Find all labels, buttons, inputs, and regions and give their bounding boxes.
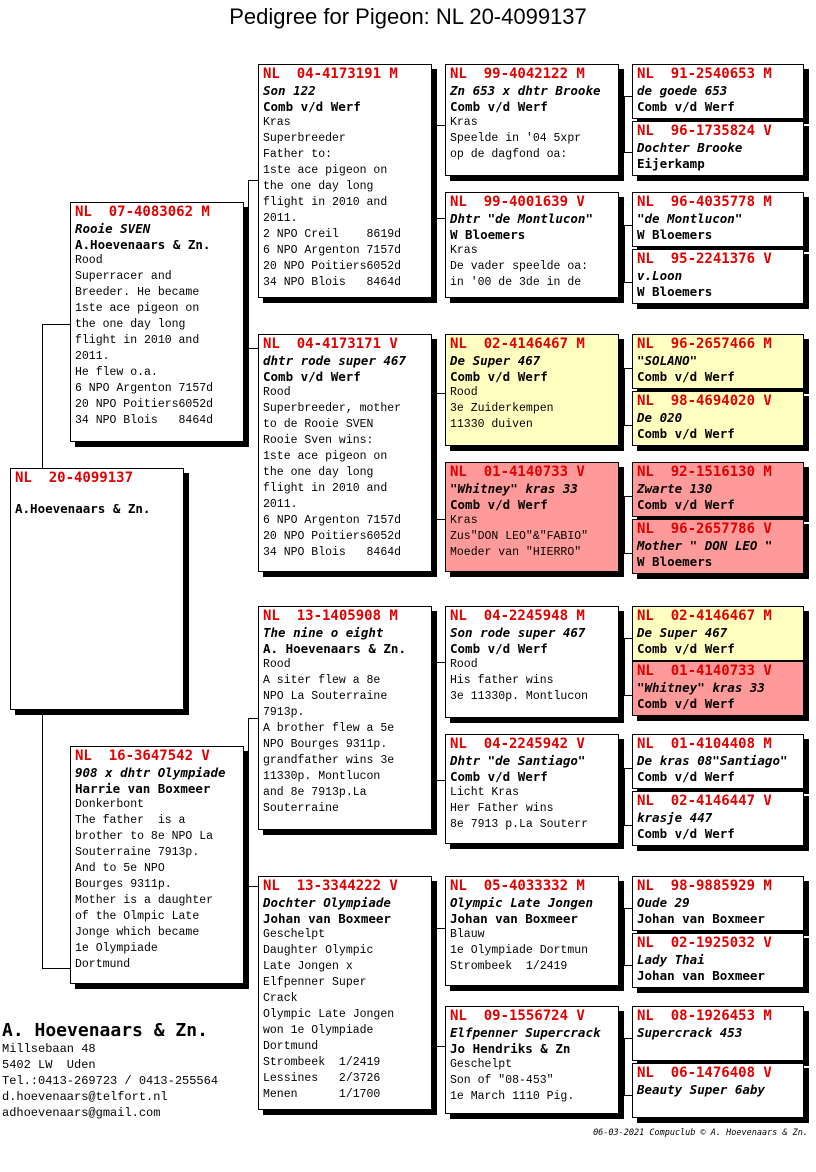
note-line: Father to: [263, 148, 333, 161]
note-line: in '00 de 3de in de [450, 276, 582, 289]
sire-sire-card[interactable] [258, 64, 432, 298]
owner: W Bloemers [637, 284, 713, 299]
note-line: and 8e 7913p.La [263, 786, 367, 799]
pigeon-name: De Super 467 [450, 353, 541, 368]
note-line: Breeder. He became [75, 286, 200, 299]
note-line: Rood [450, 658, 478, 671]
note-line: Speelde in '04 5xpr [450, 132, 582, 145]
note-line: He flew o.a. [75, 366, 158, 379]
pigeon-name: De 020 [637, 410, 683, 425]
breeder-phone: Tel.:0413-269723 / 0413-255564 [2, 1074, 219, 1088]
note-line: 1e March 1110 Pig. [450, 1090, 575, 1103]
g4-card-3[interactable] [632, 192, 804, 247]
note-line: 11330 duiven [450, 418, 533, 431]
note-line: 34 NPO Blois 8464d [75, 414, 214, 427]
owner: Comb v/d Werf [450, 369, 548, 384]
owner: A.Hoevenaars & Zn. [15, 501, 151, 516]
ring-number: NL 92-1516130 M [637, 464, 772, 480]
pigeon-name: Rooie SVEN [75, 221, 151, 236]
note-line: Rood [450, 386, 478, 399]
subject-card[interactable] [10, 468, 184, 710]
pigeon-name: krasje 447 [637, 810, 713, 825]
pigeon-name: v.Loon [637, 268, 683, 283]
note-line: Mother is a daughter [75, 894, 214, 907]
note-line: Strombeek 1/2419 [263, 1056, 381, 1069]
pigeon-name: Dhtr "de Santiago" [450, 753, 586, 768]
note-line: Geschelpt [450, 1058, 513, 1071]
g4-card-12[interactable] [632, 791, 804, 846]
note-line: Menen 1/1700 [263, 1088, 381, 1101]
ring-number: NL 01-4140733 V [637, 663, 772, 679]
pigeon-name: Olympic Late Jongen [450, 895, 593, 910]
pigeon-name: Son 122 [263, 83, 316, 98]
ring-number: NL 98-9885929 M [637, 878, 772, 894]
page-title: Pedigree for Pigeon: NL 20-4099137 [229, 4, 587, 29]
note-line: Rood [263, 658, 291, 671]
note-line: flight in 2010 and [263, 196, 388, 209]
ring-number: NL 08-1926453 M [637, 1008, 772, 1024]
owner: W Bloemers [450, 227, 526, 242]
note-line: Strombeek 1/2419 [450, 960, 568, 973]
owner: Johan van Boxmeer [637, 968, 765, 983]
owner: Comb v/d Werf [637, 826, 735, 841]
owner: W Bloemers [637, 227, 713, 242]
g4-card-7[interactable] [632, 462, 804, 517]
note-line: 1e Olympiade Dortmun [450, 944, 589, 957]
ring-number: NL 02-4146447 V [637, 793, 772, 809]
owner: Harrie van Boxmeer [75, 781, 211, 796]
note-line: Daughter Olympic [263, 944, 374, 957]
note-line: of the Olmpic Late [75, 910, 200, 923]
note-line: won 1e Olympiade [263, 1024, 374, 1037]
dam-sire-card[interactable] [258, 606, 432, 830]
note-line: His father wins [450, 674, 554, 687]
owner: Comb v/d Werf [450, 641, 548, 656]
g4-card-16[interactable] [632, 1063, 804, 1118]
note-line: the one day long [75, 318, 186, 331]
note-line: Lessines 2/3726 [263, 1072, 381, 1085]
owner: Eijerkamp [637, 156, 705, 171]
note-line: 1ste ace pigeon on [75, 302, 200, 315]
dss-card[interactable] [445, 606, 619, 718]
ring-number: NL 96-2657466 M [637, 336, 772, 352]
pigeon-name: Supercrack 453 [637, 1025, 743, 1040]
owner: Comb v/d Werf [637, 497, 735, 512]
g4-card-4[interactable] [632, 249, 804, 304]
note-line: Souterraine 7913p. [75, 846, 200, 859]
pigeon-name: "SOLANO" [637, 353, 698, 368]
note-line: 34 NPO Blois 8464d [263, 276, 402, 289]
note-line: 20 NPO Poitiers6052d [263, 260, 402, 273]
pigeon-name: Elfpenner Supercrack [450, 1025, 601, 1040]
sss-card[interactable] [445, 64, 619, 176]
note-line: 1e Olympiade [75, 942, 158, 955]
note-line: flight in 2010 and [263, 482, 388, 495]
note-line: 2 NPO Creil 8619d [263, 228, 402, 241]
pigeon-name: "de Montlucon" [637, 211, 743, 226]
pigeon-name: Oude 29 [637, 895, 690, 910]
ring-number: NL 16-3647542 V [75, 748, 210, 764]
ring-number: NL 09-1556724 V [450, 1008, 585, 1024]
note-line: Her Father wins [450, 802, 554, 815]
breeder-info [2, 1020, 218, 1121]
ring-number: NL 04-4173171 V [263, 336, 398, 352]
g4-card-15[interactable] [632, 1006, 804, 1061]
owner: Comb v/d Werf [450, 497, 548, 512]
pigeon-name: Zn 653 x dhtr Brooke [450, 83, 601, 98]
note-line: Kras [450, 514, 478, 527]
note-line: 6 NPO Argenton 7157d [263, 514, 402, 527]
note-line: A siter flew a 8e [263, 674, 381, 687]
g4-card-1[interactable] [632, 64, 804, 119]
owner: Comb v/d Werf [450, 769, 548, 784]
note-line: brother to 8e NPO La [75, 830, 214, 843]
note-line: Olympic Late Jongen [263, 1008, 395, 1021]
g4-card-10[interactable] [632, 661, 804, 716]
ring-number: NL 05-4033332 M [450, 878, 585, 894]
breeder-name: A. Hoevenaars & Zn. [2, 1020, 208, 1041]
note-line: NPO Bourges 9311p. [263, 738, 388, 751]
note-line: Moeder van "HIERRO" [450, 546, 582, 559]
footer-credit: 06-03-2021 Compuclub © A. Hoevenaars & Zn. [593, 1128, 808, 1138]
ring-number: NL 06-1476408 V [637, 1065, 772, 1081]
pigeon-name: dhtr rode super 467 [263, 353, 406, 368]
note-line: Kras [450, 116, 478, 129]
ring-number: NL 13-3344222 V [263, 878, 398, 894]
note-line: Donkerbont [75, 798, 145, 811]
note-line: Jonge which became [75, 926, 200, 939]
note-line: to de Rooie SVEN [263, 418, 374, 431]
pigeon-name: De kras 08"Santiago" [637, 753, 788, 768]
note-line: Kras [263, 116, 291, 129]
pigeon-name: Beauty Super 6aby [637, 1082, 765, 1097]
g4-card-14[interactable] [632, 933, 804, 988]
ssd-card[interactable] [445, 192, 619, 298]
note-line: 2011. [263, 212, 298, 225]
note-line: 1ste ace pigeon on [263, 164, 388, 177]
note-line: A brother flew a 5e [263, 722, 395, 735]
owner: Comb v/d Werf [637, 641, 735, 656]
breeder-postcode: 5402 LW Uden [2, 1058, 96, 1072]
owner: Johan van Boxmeer [637, 911, 765, 926]
note-line: Geschelpt [263, 928, 326, 941]
note-line: 3e Zuiderkempen [450, 402, 554, 415]
pigeon-name: Dochter Olympiade [263, 895, 391, 910]
pigeon-name: Zwarte 130 [637, 481, 713, 496]
note-line: Blauw [450, 928, 485, 941]
note-line: 20 NPO Poitiers6052d [75, 398, 214, 411]
note-line: the one day long [263, 180, 374, 193]
note-line: Rooie Sven wins: [263, 434, 374, 447]
note-line: op de dagfond oa: [450, 148, 568, 161]
note-line: 20 NPO Poitiers6052d [263, 530, 402, 543]
note-line: flight in 2010 and [75, 334, 200, 347]
ring-number: NL 98-4694020 V [637, 393, 772, 409]
ddd-card[interactable] [445, 1006, 619, 1114]
g4-card-11[interactable] [632, 734, 804, 789]
note-line: Son of "08-453" [450, 1074, 554, 1087]
ring-number: NL 91-2540653 M [637, 66, 772, 82]
ring-number: NL 01-4140733 V [450, 464, 585, 480]
ring-number: NL 02-1925032 V [637, 935, 772, 951]
pigeon-name: Dhtr "de Montlucon" [450, 211, 593, 226]
pigeon-name: Mother " DON LEO " [637, 538, 773, 553]
g4-card-8[interactable] [632, 519, 804, 574]
note-line: 8e 7913 p.La Souterr [450, 818, 589, 831]
pigeon-name: Lady Thai [637, 952, 705, 967]
note-line: Dortmund [75, 958, 131, 971]
owner: Comb v/d Werf [263, 99, 361, 114]
dsd-card[interactable] [445, 734, 619, 844]
breeder-address: Millsebaan 48 [2, 1042, 96, 1056]
note-line: Zus"DON LEO"&"FABIO" [450, 530, 589, 543]
owner: Johan van Boxmeer [263, 911, 391, 926]
owner: W Bloemers [637, 554, 713, 569]
ring-number: NL 02-4146467 M [450, 336, 585, 352]
note-line: Crack [263, 992, 298, 1005]
note-line: 6 NPO Argenton 7157d [75, 382, 214, 395]
note-line: 2011. [263, 498, 298, 511]
owner: A.Hoevenaars & Zn. [75, 237, 211, 252]
dam-dam-card[interactable] [258, 876, 432, 1110]
g4-card-2[interactable] [632, 121, 804, 176]
breeder-email[interactable]: d.hoevenaars@telfort.nl [2, 1090, 168, 1104]
note-line: 11330p. Montlucon [263, 770, 381, 783]
note-line: grandfather wins 3e [263, 754, 395, 767]
ring-number: NL 99-4001639 V [450, 194, 585, 210]
note-line: Dortmund [263, 1040, 319, 1053]
pigeon-name: De Super 467 [637, 625, 728, 640]
note-line: Superbreeder [263, 132, 346, 145]
ring-number: NL 99-4042122 M [450, 66, 585, 82]
ring-number: NL 96-1735824 V [637, 123, 772, 139]
note-line: Superracer and [75, 270, 172, 283]
owner: Comb v/d Werf [637, 426, 735, 441]
sire-card[interactable] [70, 202, 244, 442]
ring-number: NL 02-4146467 M [637, 608, 772, 624]
pigeon-name: Son rode super 467 [450, 625, 586, 640]
owner: Comb v/d Werf [263, 369, 361, 384]
pigeon-name: de goede 653 [637, 83, 728, 98]
note-line: 3e 11330p. Montlucon [450, 690, 589, 703]
g4-card-6[interactable] [632, 391, 804, 446]
pigeon-name: "Whitney" kras 33 [450, 481, 578, 496]
owner: Jo Hendriks & Zn [450, 1041, 571, 1056]
sdd-card[interactable] [445, 462, 619, 572]
note-line: Bourges 9311p. [75, 878, 172, 891]
note-line: And to 5e NPO [75, 862, 165, 875]
ring-number: NL 96-2657786 V [637, 521, 772, 537]
note-line: 7913p. [263, 706, 305, 719]
ring-number: NL 96-4035778 M [637, 194, 772, 210]
ring-number: NL 04-2245948 M [450, 608, 585, 624]
pigeon-name: 908 x dhtr Olympiade [75, 765, 226, 780]
note-line: the one day long [263, 466, 374, 479]
note-line: Souterraine [263, 802, 339, 815]
dds-card[interactable] [445, 876, 619, 986]
note-line: Superbreeder, mother [263, 402, 402, 415]
note-line: Licht Kras [450, 786, 520, 799]
breeder-email-2[interactable]: adhoevenaars@gmail.com [2, 1106, 161, 1120]
owner: Comb v/d Werf [450, 99, 548, 114]
ring-number: NL 04-4173191 M [263, 66, 398, 82]
owner: Comb v/d Werf [637, 696, 735, 711]
ring-number: NL 95-2241376 V [637, 251, 772, 267]
ring-number: NL 20-4099137 [15, 470, 134, 486]
g4-card-9[interactable] [632, 606, 804, 661]
owner: Comb v/d Werf [637, 99, 735, 114]
note-line: Rood [263, 386, 291, 399]
owner: A. Hoevenaars & Zn. [263, 641, 406, 656]
note-line: Late Jongen x [263, 960, 353, 973]
dam-card[interactable] [70, 746, 244, 984]
note-line: 2011. [75, 350, 110, 363]
note-line: De vader speelde oa: [450, 260, 589, 273]
g4-card-5[interactable] [632, 334, 804, 389]
pigeon-name: "Whitney" kras 33 [637, 680, 765, 695]
note-line: Rood [75, 254, 103, 267]
note-line: Elfpenner Super [263, 976, 367, 989]
ring-number: NL 01-4104408 M [637, 736, 772, 752]
sds-card[interactable] [445, 334, 619, 446]
ring-number: NL 04-2245942 V [450, 736, 585, 752]
note-line: Kras [450, 244, 478, 257]
pigeon-name: Dochter Brooke [637, 140, 743, 155]
note-line: NPO La Souterraine [263, 690, 388, 703]
note-line: 34 NPO Blois 8464d [263, 546, 402, 559]
ring-number: NL 13-1405908 M [263, 608, 398, 624]
owner: Comb v/d Werf [637, 369, 735, 384]
ring-number: NL 07-4083062 M [75, 204, 210, 220]
owner: Comb v/d Werf [637, 769, 735, 784]
sire-dam-card[interactable] [258, 334, 432, 572]
note-line: The father is a [75, 814, 186, 827]
note-line: 6 NPO Argenton 7157d [263, 244, 402, 257]
pigeon-name: The nine o eight [263, 625, 384, 640]
g4-card-13[interactable] [632, 876, 804, 931]
note-line: 1ste ace pigeon on [263, 450, 388, 463]
owner: Johan van Boxmeer [450, 911, 578, 926]
